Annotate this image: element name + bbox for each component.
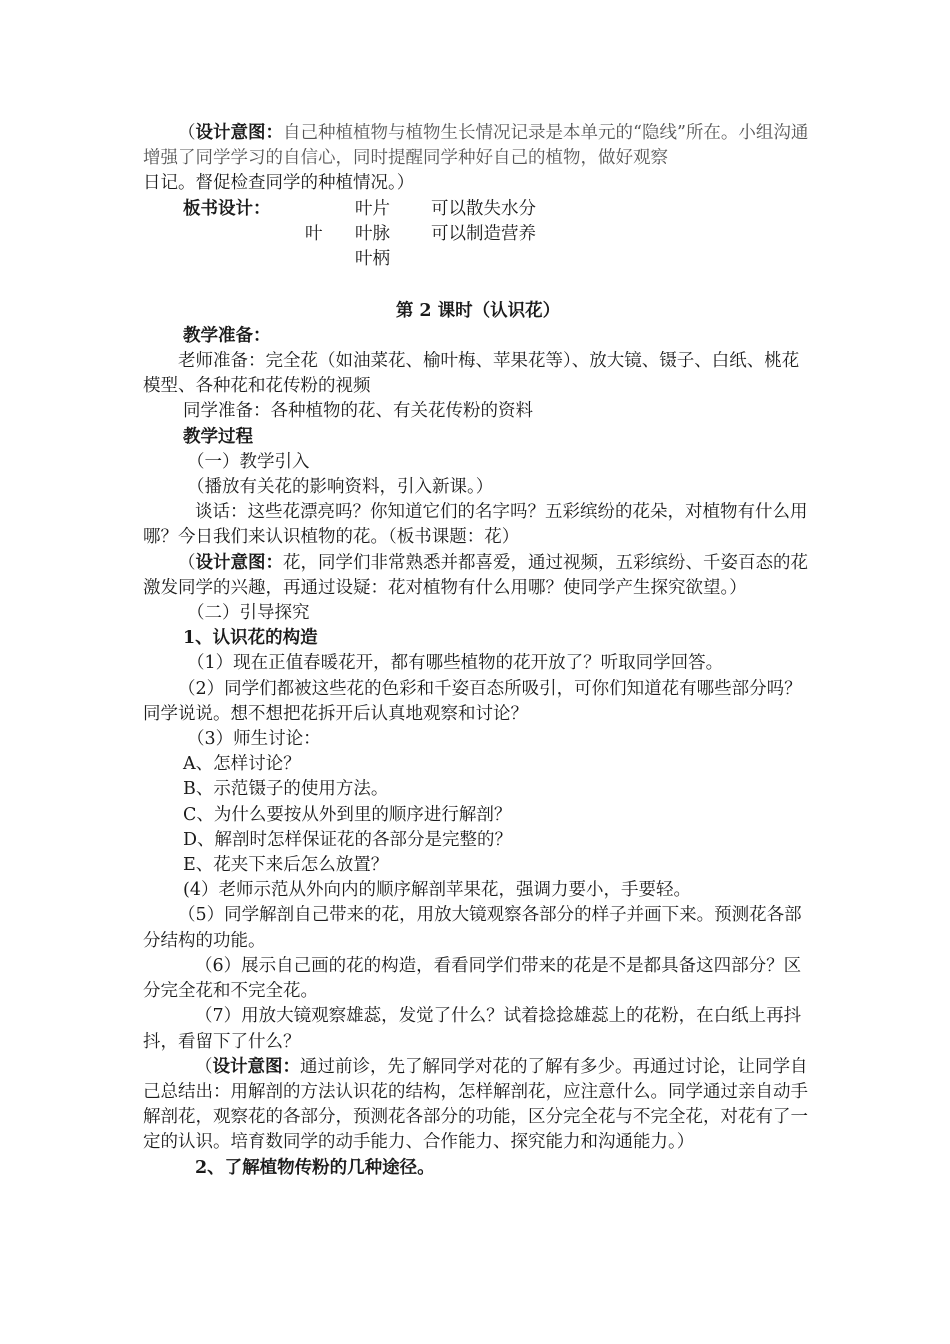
step-3d: D、解剖时怎样保证花的各部分是完整的？ [183,829,513,850]
student-prep: 同学准备：各种植物的花、有关花传粉的资料 [183,401,533,422]
teacher-prep: 老师准备：完全花（如油菜花、榆叶梅、苹果花等）、放大镜、镊子、白纸、桃花模型、各种花和花传粉的视频 [143,351,800,397]
board-desc-water: 可以散失水分 [431,198,536,219]
board-design [143,197,813,273]
board-desc-nutrition: 可以制造营养 [431,223,536,244]
step-3a: A、怎样讨论？ [183,754,301,775]
step-2: （2）同学们都被这些花的色彩和千姿百态所吸引，可你们知道花有哪些部分吗？同学说说。想不想把花拆开后认真地观察和讨论？ [143,678,802,724]
pollination-heading: 2、了解植物传粉的几种途径。 [195,1157,435,1178]
step-4: (4）老师示范从外向内的顺序解剖苹果花，强调力要小，手要轻。 [183,880,691,901]
step-3c: C、为什么要按从外到里的顺序进行解剖？ [183,804,512,825]
lesson-title: 第 2 课时（认识花） [395,300,561,321]
board-design-label: 板书设计： [183,198,271,219]
step-3b: B、示范镊子的使用方法。 [183,779,389,800]
section-explore-heading: （二）引导探究 [187,603,310,624]
section-intro-video: （播放有关花的影响资料，引入新课。） [187,477,494,498]
step-5: （5）同学解剖自己带来的花，用放大镜观察各部分的样子并画下来。预测花各部分结构的功能。 [143,905,802,951]
intent-text: 花，同学们非常熟悉并都喜爱，通过视频，五彩缤纷、千姿百态的花激发同学的兴趣，再通过设疑：花对植物有什么用哪？使同学产生探究欲望。） [143,552,808,598]
section-intro-intent: （设计意图：花，同学们非常熟悉并都喜爱，通过视频，五彩缤纷、千姿百态的花激发同学的兴趣，再通过设疑：花对植物有什么用哪？使同学产生探究欲望。） [143,552,808,598]
design-intent-paragraph: （设计意图：自己种植植物与植物生长情况记录是本单元的“隐线”所在。小组沟通增强了同学学习的自信心，同时提醒同学种好自己的植物，做好观察 [143,123,809,169]
board-item-vein: 叶脉 [355,223,390,244]
section-intro-talk: 谈话：这些花漂亮吗？你知道它们的名字吗？五彩缤纷的花朵，对植物有什么用哪？今日我们来认识植物的花。（板书课题：花） [143,502,808,548]
document-body [143,121,813,1181]
section-intro-heading: （一）教学引入 [187,451,310,472]
step-7: （7）用放大镜观察雄蕊，发觉了什么？试着捻捻雄蕊上的花粉，在白纸上再抖抖，看留下了什么？ [143,1006,802,1052]
design-intent-text: 自己种植植物与植物生长情况记录是本单元的“隐线”所在。小组沟通增强了同学学习的自信心，同时提醒同学种好自己的植物，做好观察 [143,123,809,169]
intent-2-label: 设计意图： [212,1056,300,1077]
process-heading: 教学过程 [183,426,253,447]
step-3e: E、花夹下来后怎么放置？ [183,855,389,876]
board-root-leaf: 叶 [305,223,323,244]
prep-heading: 教学准备： [183,325,271,346]
step-1: （1）现在正值春暖花开，都有哪些植物的花开放了？听取同学回答。 [187,653,724,674]
design-intent-2: （设计意图：通过前诊，先了解同学对花的了解有多少。再通过讨论，让同学自己总结出：用解剖的方法认识花的结构，怎样解剖花，应注意什么。同学通过亲自动手解剖花，观察花的各部分，预测花各部分的功能，区分完全花与不完全花，对花有了一定的认识。培育数同学的动手能力、合作能力、探究能力和沟通能力。） [143,1056,808,1153]
board-item-petiole: 叶柄 [355,248,390,269]
flower-structure-heading: 1、认识花的构造 [183,628,318,649]
intent-label: 设计意图： [195,552,283,573]
step-3: （3）师生讨论： [187,729,321,750]
board-item-blade: 叶片 [355,198,390,219]
intent-2-text: 通过前诊，先了解同学对花的了解有多少。再通过讨论，让同学自己总结出：用解剖的方法认识花的结构，怎样解剖花，应注意什么。同学通过亲自动手解剖花，观察花的各部分，预测花各部分的功能，区分完全花与不完全花，对花有了一定的认识。培育数同学的动手能力、合作能力、探究能力和沟通能力。） [143,1056,808,1153]
design-intent-label: 设计意图： [195,123,283,143]
design-intent-continuation: 日记。督促检查同学的种植情况。） [143,173,415,194]
step-6: （6）展示自己画的花的构造，看看同学们带来的花是不是都具备这四部分？区分完全花和不完全花。 [143,955,802,1002]
